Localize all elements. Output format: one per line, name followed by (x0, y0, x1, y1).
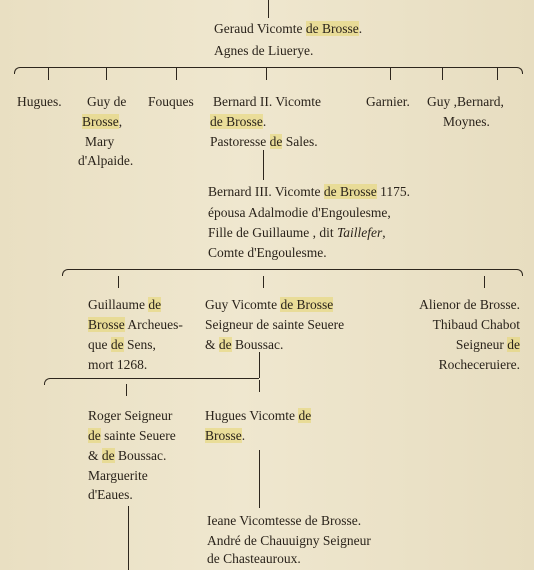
guillaume-sens: que de Sens, (88, 337, 156, 352)
alienor-name: Alienor de Brosse. (419, 297, 520, 312)
bernard3-name: Bernard III. Vicomte de Brosse 1175. (208, 184, 411, 199)
pastoresse-name: Pastoresse de Sales. (210, 134, 318, 149)
eaues-name: d'Eaues. (88, 487, 133, 502)
marguerite-name: Marguerite (88, 468, 148, 483)
root-descent-line (268, 0, 269, 18)
guy-de-name: Guy de (87, 94, 127, 109)
gen5-bracket (52, 378, 259, 379)
roger-descent-line (128, 506, 129, 570)
roger-name: Roger Seigneur (88, 408, 173, 423)
garnier-name: Garnier. (366, 94, 410, 109)
mary-name: Mary (85, 134, 115, 149)
guy-bernard-name: Guy ,Bernard, (427, 94, 504, 109)
guy-boussac: & de Boussac. (205, 337, 284, 352)
bernard2-brosse: de Brosse. (210, 114, 267, 129)
moynes-name: Moynes. (443, 114, 490, 129)
roger-boussac: & de Boussac. (88, 448, 167, 463)
agnes-name: Agnes de Liuerye. (214, 43, 314, 58)
hugues-descent-line (259, 450, 260, 508)
hugues-brosse: Brosse. (205, 428, 246, 443)
fouques-name: Fouques (148, 94, 194, 109)
thibaud-seigneur: Seigneur de (455, 337, 520, 352)
guillaume-title: Brosse Archeues- (88, 317, 183, 332)
thibaud-name: Thibaud Chabot (432, 317, 520, 332)
bernard2-descent-line (263, 150, 264, 180)
hugues-vicomte-name: Hugues Vicomte de (205, 408, 312, 423)
chasteauroux-name: de Chasteauroux. (207, 551, 301, 566)
fille-line: Fille de Guillaume , dit Taillefer, (208, 225, 386, 240)
guillaume-death: mort 1268. (88, 357, 148, 372)
comte-line: Comte d'Engoulesme. (208, 245, 327, 260)
guy-brosse: Brosse, (82, 114, 123, 129)
geraud-name: Geraud Vicomte de Brosse. (214, 21, 363, 36)
epousa-line: épousa Adalmodie d'Engoulesme, (208, 205, 391, 220)
bernard2-name: Bernard II. Vicomte (213, 94, 322, 109)
guy-vicomte-name: Guy Vicomte de Brosse (205, 297, 334, 312)
roger-seuere: de sainte Seuere (88, 428, 176, 443)
alpaide-name: d'Alpaide. (78, 153, 134, 168)
hugues-name: Hugues. (17, 94, 62, 109)
andre-name: André de Chauuigny Seigneur (207, 533, 371, 548)
jeane-name: Ieane Vicomtesse de Brosse. (207, 513, 362, 528)
gen4-bracket (70, 269, 516, 270)
guy-seigneur: Seigneur de sainte Seuere (205, 317, 345, 332)
guy-descent-line (259, 352, 260, 378)
rocheceruiere-name: Rocheceruiere. (438, 357, 520, 372)
guillaume-name: Guillaume de (88, 297, 162, 312)
